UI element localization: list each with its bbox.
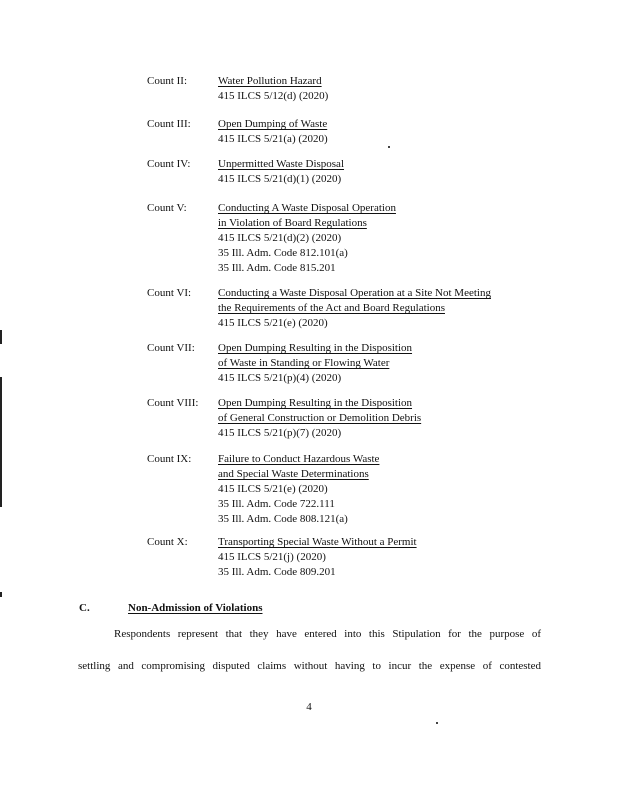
count-citation: 415 ILCS 5/21(e) (2020): [218, 317, 328, 329]
count-label: Count VIII:: [147, 397, 199, 409]
count-citation: 415 ILCS 5/21(d)(1) (2020): [218, 173, 342, 185]
count-label: Count II:: [147, 75, 188, 87]
count-body: [218, 74, 578, 104]
count-citation: 415 ILCS 5/21(j) (2020): [218, 551, 326, 563]
count-label: Count VII:: [147, 342, 195, 354]
count-citation: 415 ILCS 5/21(p)(7) (2020): [218, 427, 342, 439]
count-title-line: Conducting A Waste Disposal Operation: [218, 202, 396, 214]
count-citation: 35 Ill. Adm. Code 722.111: [218, 498, 335, 510]
section-title: Non-Admission of Violations: [128, 602, 263, 614]
count-body: [218, 157, 578, 187]
count-citation: 415 ILCS 5/21(p)(4) (2020): [218, 372, 342, 384]
count-body: [218, 452, 578, 527]
count-label: Count IV:: [147, 158, 191, 170]
count-body: [218, 535, 578, 580]
scan-speck: [388, 146, 390, 148]
count-citation: 35 Ill. Adm. Code 809.201: [218, 566, 336, 578]
count-title-line: Open Dumping Resulting in the Disposition: [218, 397, 413, 409]
count-title-line: the Requirements of the Act and Board Regulations: [218, 302, 445, 314]
count-label: Count III:: [147, 118, 191, 130]
count-citation: 35 Ill. Adm. Code 808.121(a): [218, 513, 348, 525]
count-title-line: of General Construction or Demolition Debris: [218, 412, 422, 424]
count-citation: 415 ILCS 5/21(a) (2020): [218, 133, 328, 145]
count-title-line: Transporting Special Waste Without a Permit: [218, 536, 417, 548]
count-body: [218, 201, 578, 276]
count-body: [218, 286, 578, 331]
count-label: Count IX:: [147, 453, 192, 465]
count-label: Count VI:: [147, 287, 192, 299]
scan-speck: [436, 722, 438, 724]
count-body: [218, 341, 578, 386]
count-body: [218, 396, 578, 441]
scan-edge-mark: [0, 330, 2, 344]
count-title-line: Unpermitted Waste Disposal: [218, 158, 345, 170]
count-title-line: Water Pollution Hazard: [218, 75, 322, 87]
scan-edge-mark: [0, 377, 2, 507]
section-heading: [79, 602, 262, 614]
count-citation: 415 ILCS 5/12(d) (2020): [218, 90, 329, 102]
count-title-line: Failure to Conduct Hazardous Waste: [218, 453, 380, 465]
count-label: Count X:: [147, 536, 188, 548]
count-title-line: of Waste in Standing or Flowing Water: [218, 357, 390, 369]
count-citation: 415 ILCS 5/21(e) (2020): [218, 483, 328, 495]
paragraph-line: Respondents represent that they have entered into this Stipulation for the purpose of: [114, 628, 541, 640]
count-title-line: Open Dumping Resulting in the Disposition: [218, 342, 413, 354]
count-label: Count V:: [147, 202, 187, 214]
page-number: 4: [306, 701, 312, 713]
count-citation: 415 ILCS 5/21(d)(2) (2020): [218, 232, 342, 244]
paragraph-line: settling and compromising disputed claims without having to incur the expense of contested: [78, 660, 541, 672]
count-citation: 35 Ill. Adm. Code 812.101(a): [218, 247, 348, 259]
count-title-line: and Special Waste Determinations: [218, 468, 369, 480]
count-body: [218, 117, 578, 147]
section-letter: C.: [79, 602, 90, 614]
count-title-line: Open Dumping of Waste: [218, 118, 328, 130]
scan-edge-mark: [0, 592, 2, 597]
count-citation: 35 Ill. Adm. Code 815.201: [218, 262, 336, 274]
count-title-line: in Violation of Board Regulations: [218, 217, 367, 229]
count-title-line: Conducting a Waste Disposal Operation at a Site Not Meeting: [218, 287, 491, 299]
